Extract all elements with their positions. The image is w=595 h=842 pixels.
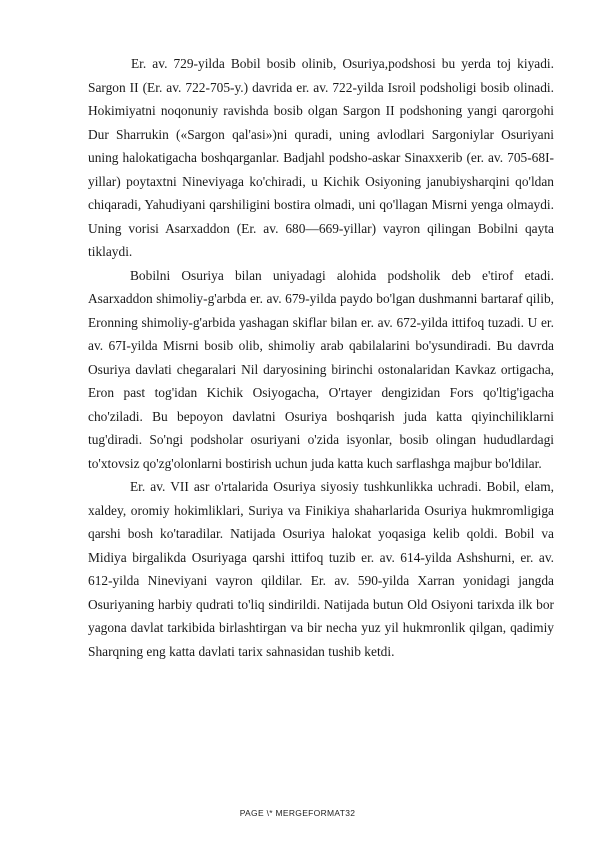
paragraph: Bobilni Osuriya bilan uniyadagi alohida podsholik deb e'tirof etadi. Asarxaddon shimoliy-g'arbda er. av. 679-yilda paydo bo'lgan dushmanni bartaraf qilib, Eronning shimoliy-g'arbida yashagan skiflar bilan er. av. 672-yilda ittifoq tuzadi. U er. av. 67I-yilda Misrni bosib olib, shimoliy arab qabilalarini bo'ysundiradi. Bu davrda Osuriya davlati chegaralari Nil daryosining birinchi ostonalaridan Kavkaz ortigacha, Eron past tog'idan Kichik Osiyogacha, O'rtayer dengizidan Fors qo'ltig'igacha cho'ziladi. Bu bepoyon davlatni Osuriya boshqarish juda katta qiyinchiliklarni tug'diradi. So'ngi podsholar osuriyani o'zida isyonlar, bosib olingan hududlardagi to'xtovsiz qo'zg'olonlarni bostirish uchun juda katta kuch sarflashga majbur bo'ldilar. — [88, 267, 554, 471]
page-footer: PAGE \* MERGEFORMAT32 — [239, 808, 356, 818]
document-page — [88, 52, 554, 663]
paragraph: Er. av. VII asr o'rtalarida Osuriya siyosiy tushkunlikka uchradi. Bobil, elam, xaldey, oromiy hokimliklari, Suriya va Finikiya shaharlarida Osuriya hukmromligiga qarshi bosh ko'taradilar. Natijada Osuriya halokat yoqasiga kelib qoldi. Bobil va Midiya birgalikda Osuriyaga qarshi ittifoq tuzib er. av. 614-yilda Ashshurni, er. av. 612-yilda Nineviyani vayron qildilar. Er. av. 590-yilda Xarran yonidagi jangda Osuriyaning harbiy qudrati to'liq sindirildi. Natijada butun Old Osiyoni tarixda ilk bor yagona davlat tarkibida birlashtirgan va bir necha yuz yil hukmronlik qilgan, qadimiy Sharqning eng katta davlati tarix sahnasidan tushib ketdi. — [88, 479, 554, 659]
paragraph: Er. av. 729-yilda Bobil bosib olinib, Osuriya,podshosi bu yerda toj kiyadi. Sargon II (Er. av. 722-705-y.) davrida er. av. 722-yilda Isroil podsholigi bosib olinadi. Hokimiyatni noqonuniy ravishda bosib olgan Sargon II podshoning yangi qarorgohi Dur Sharrukin («Sargon qal'asi»)ni quradi, uning avlodlari Sargoniylar Osuriyani uning halokatigacha boshqarganlar. Badjahl podsho-askar Sinaxxerib (er. av. 705-68I-yillar) poytaxtni Nineviyaga ko'chiradi, u Kichik Osiyoning janubiysharqini qo'ldan chiqaradi, Yahudiyani qarshiligini bostira olmadi, uni qo'llagan Misrni yenga olmaydi. Uning vorisi Asarxaddon (Er. av. 680—669-yillar) vayron qilingan Bobilni qayta tiklaydi. — [88, 56, 554, 259]
